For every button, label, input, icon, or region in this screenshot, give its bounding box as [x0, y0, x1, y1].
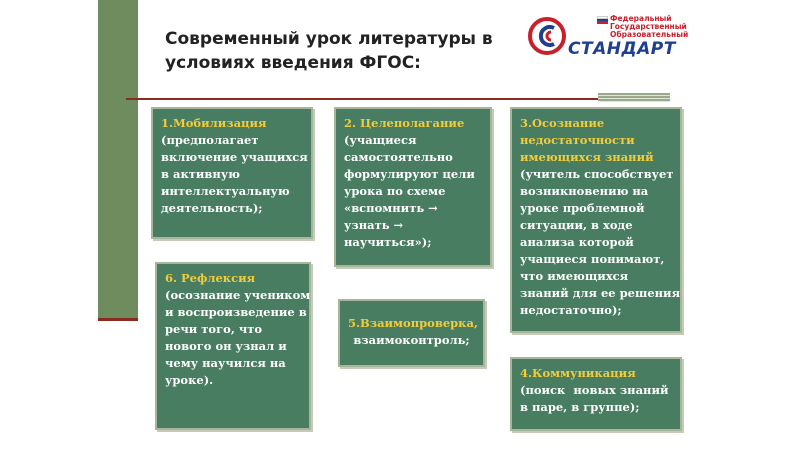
stage-text-line: уроке проблемной	[520, 201, 645, 215]
stage-text-line: (поиск новых знаний	[520, 383, 669, 397]
stage-text-line: возникновению на	[520, 184, 649, 198]
title-line: Современный урок литературы в	[165, 29, 493, 49]
stage-text-line: интеллектуальную	[161, 184, 290, 198]
stage-communication-box	[510, 357, 682, 431]
logo-caption-line: Образовательный	[610, 30, 689, 39]
stage-text-line: узнать →	[344, 218, 404, 232]
stage-text-line: чему научился на	[165, 356, 286, 370]
stage-heading: 4.Коммуникация	[520, 366, 636, 380]
decorative-stripes	[598, 93, 670, 102]
stage-text-line: формулируют цели	[344, 167, 475, 181]
stage-reflection-box	[155, 262, 311, 430]
fgos-emblem-icon	[527, 14, 567, 58]
stage-text-line: анализа которой	[520, 235, 634, 249]
logo-caption	[610, 15, 688, 39]
stage-awareness-box	[510, 107, 682, 333]
logo-caption-line: Федеральный	[610, 14, 672, 23]
stage-heading: 3.Осознание	[520, 116, 605, 130]
stage-text-line: «вспомнить →	[344, 201, 438, 215]
russian-flag-icon	[597, 16, 608, 24]
stage-text-line: (учащиеся	[344, 133, 417, 147]
stage-text-line: уроке).	[165, 373, 214, 387]
stage-text-line: что имеющихся	[520, 269, 629, 283]
sidebar-edge	[98, 318, 138, 321]
stage-text-line: и воспроизведение в	[165, 305, 307, 319]
stage-text-line: недостаточно);	[520, 303, 622, 317]
stage-text-line: нового он узнал и	[165, 339, 287, 353]
stage-text-line: в активную	[161, 167, 240, 181]
stage-peer-review-box	[338, 299, 485, 367]
stage-text-line: взаимоконтроль;	[353, 333, 470, 347]
stage-text-line: включение учащихся	[161, 150, 308, 164]
slide-title	[165, 27, 495, 75]
stage-text-line: в паре, в группе);	[520, 400, 640, 414]
logo-caption-line: Государственный	[610, 22, 687, 31]
stage-heading: имеющихся знаний	[520, 150, 654, 164]
stage-heading: 1.Мобилизация	[161, 116, 267, 130]
stage-text-line: самостоятельно	[344, 150, 453, 164]
title-line: условиях введения ФГОС:	[165, 53, 421, 73]
stage-goal-setting-box	[334, 107, 492, 267]
stage-text-line: речи того, что	[165, 322, 263, 336]
divider-line	[126, 98, 670, 100]
logo-brand: СТАНДАРТ	[568, 39, 676, 59]
stage-text-line: научиться»);	[344, 235, 432, 249]
stage-heading: недостаточности	[520, 133, 635, 147]
stage-heading: 2. Целеполагание	[344, 116, 465, 130]
stage-text-line: деятельность);	[161, 201, 263, 215]
decorative-sidebar	[98, 0, 138, 318]
stage-text-line: ситуации, в ходе	[520, 218, 633, 232]
stage-heading: 5.Взаимопроверка,	[348, 316, 478, 330]
stage-mobilization-box	[151, 107, 313, 239]
fgos-logo	[527, 14, 689, 59]
stage-text-line: знаний для ее решения	[520, 286, 681, 300]
stage-text-line: (предполагает	[161, 133, 259, 147]
stage-text-line: урока по схеме	[344, 184, 446, 198]
stage-text-line: (учитель способствует	[520, 167, 674, 181]
stage-heading: 6. Рефлексия	[165, 271, 256, 285]
stage-text-line: (осознание учеником	[165, 288, 311, 302]
stage-text-line: учащиеся понимают,	[520, 252, 665, 266]
